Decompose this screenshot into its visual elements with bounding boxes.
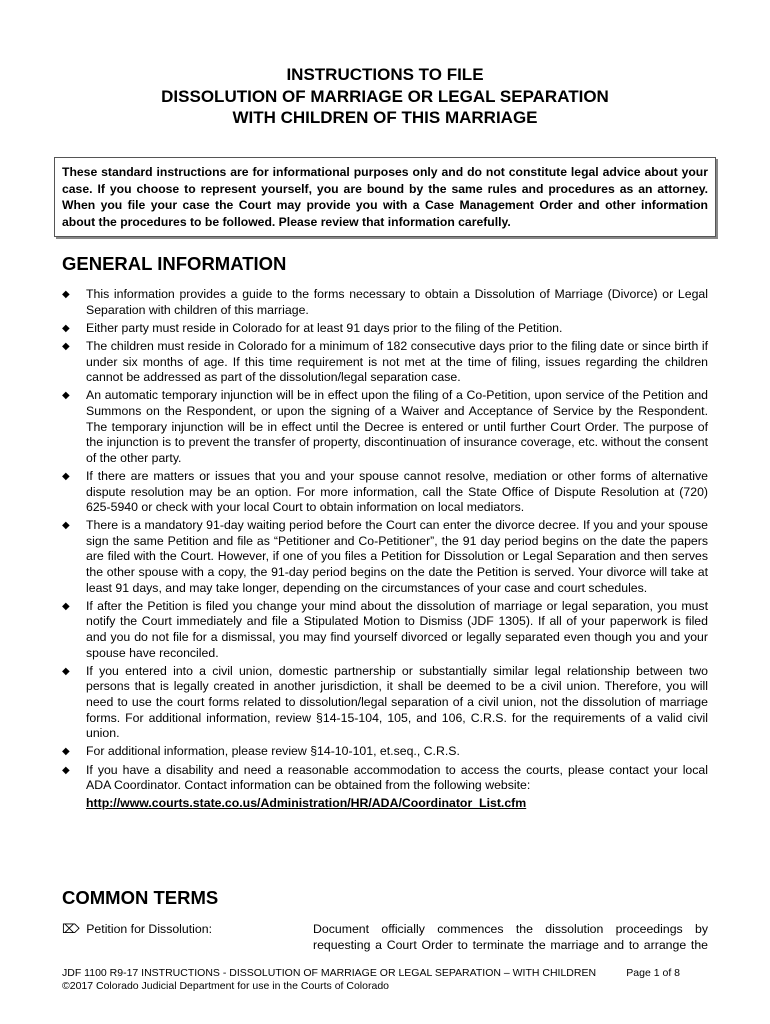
term-label: ⌦ Petition for Dissolution: <box>62 922 212 936</box>
list-item-text: There is a mandatory 91-day waiting period before the Court can enter the divorce decree. If you and your spouse sign the same Petition and file as “Petitioner and Co-Petitioner”, the 91 day period begins on the date the papers are filed with the Court. However, if one of you files a Petition for Dissolution or Legal Separation and then serves the other spouse with a copy, the 91-day period begins on the date the Petition is served. Your divorce will take at least 91 days, and may take longer, depending on the circumstances of your case and court schedules. <box>86 518 708 595</box>
title-line-2: DISSOLUTION OF MARRIAGE OR LEGAL SEPARATION <box>161 86 609 106</box>
footer-copyright: ©2017 Colorado Judicial Department for use in the Courts of Colorado <box>62 980 389 992</box>
list-item-text: If there are matters or issues that you and your spouse cannot resolve, mediation or other forms of alternative dispute resolution may be an option. For more information, call the State Office of Dispute Resolution at (720) 625-5940 or check with your local Court to obtain information on local mediators. <box>86 468 708 515</box>
list-item <box>62 664 708 742</box>
diamond-bullet-icon: ◆ <box>62 600 70 612</box>
list-item <box>62 388 708 466</box>
document-title <box>0 64 770 129</box>
page-number: Page 1 of 8 <box>626 967 680 979</box>
list-item <box>62 599 708 661</box>
list-item <box>62 469 708 516</box>
list-item <box>62 763 708 812</box>
list-item-text: This information provides a guide to the forms necessary to obtain a Dissolution of Marriage (Divorce) or Legal Separation with children of this marriage. <box>86 287 708 317</box>
diamond-bullet-icon: ◆ <box>62 665 70 677</box>
list-item <box>62 287 708 318</box>
general-information-list <box>62 287 708 814</box>
list-item-text: The children must reside in Colorado for a minimum of 182 consecutive days prior to the filing date or since birth if under six months of age. If this time requirement is not met at the time of filing, issues regarding the children cannot be addressed as part of the dissolution/legal separation case. <box>86 338 708 385</box>
diamond-bullet-icon: ◆ <box>62 390 70 402</box>
page-footer <box>62 967 708 993</box>
title-line-3: WITH CHILDREN OF THIS MARRIAGE <box>232 108 538 127</box>
list-item-text: If after the Petition is filed you change your mind about the dissolution of marriage or legal separation, you must notify the Court immediately and file a Stipulated Motion to Dismiss (JDF 1305). If all of your paperwork is filed and you do not file for a dismissal, you may find yourself divorced or legally separated even though you and your spouse have reconciled. <box>86 598 708 660</box>
common-terms-heading: COMMON TERMS <box>62 887 219 908</box>
footer-form-id: JDF 1100 R9-17 INSTRUCTIONS - DISSOLUTION OF MARRIAGE OR LEGAL SEPARATION – WITH CHILDREN <box>62 967 597 979</box>
list-item <box>62 321 708 337</box>
ada-coordinator-link[interactable]: http://www.courts.state.co.us/Administration/HR/ADA/Coordinator_List.cfm <box>86 795 527 810</box>
list-item <box>62 744 708 760</box>
list-item-text: If you have a disability and need a reasonable accommodation to access the courts, please contact your local ADA Coordinator. Contact information can be obtained from the following website: <box>86 762 708 793</box>
diamond-bullet-icon: ◆ <box>62 289 70 300</box>
diamond-bullet-icon: ◆ <box>62 520 70 532</box>
diamond-bullet-icon: ◆ <box>62 322 70 334</box>
disclaimer-box: These standard instructions are for informational purposes only and do not constitute legal advice about your case. If you choose to represent yourself, you are bound by the same rules and procedures as an attorney. When you file your case the Court may provide you with a Case Management Order and other information about the procedures to be followed. Please review that information carefully. <box>54 157 716 237</box>
general-information-heading: GENERAL INFORMATION <box>62 253 287 274</box>
diamond-bullet-icon: ◆ <box>62 746 70 758</box>
diamond-bullet-icon: ◆ <box>62 470 70 482</box>
checkbox-x-icon: ⌦ <box>62 922 80 936</box>
diamond-bullet-icon: ◆ <box>62 340 70 352</box>
list-item <box>62 518 708 596</box>
diamond-bullet-icon: ◆ <box>62 764 70 776</box>
list-item-text: For additional information, please review §14-10-101, et.seq., C.R.S. <box>86 744 460 759</box>
title-line-1: INSTRUCTIONS TO FILE <box>286 65 484 84</box>
term-definition: Document officially commences the dissolution proceedings by requesting a Court Order to terminate the marriage and to arrange the <box>313 922 708 952</box>
list-item-text: If you entered into a civil union, domestic partnership or substantially similar legal relationship between two persons that is legally created in another jurisdiction, it shall be deemed to be a civil union. Therefore, you will need to use the court forms related to dissolution/legal separation of a civil union, not the dissolution of marriage forms. For additional information, review §14-15-104, 105, and 106, C.R.S. for the requirements of a valid civil union. <box>86 663 708 741</box>
list-item-text: Either party must reside in Colorado for at least 91 days prior to the filing of the Petition. <box>86 320 563 335</box>
list-item-text: An automatic temporary injunction will be in effect upon the filing of a Co-Petition, upon service of the Petition and Summons on the Respondent, or upon the signing of a Waiver and Acceptance of Service by the Respondent. The temporary injunction will be in effect until the Decree is entered or until further Court Order. The purpose of the injunction is to prevent the transfer of property, discontinuation of insurance coverage, etc. without the consent of the other party. <box>86 388 708 465</box>
list-item <box>62 339 708 386</box>
